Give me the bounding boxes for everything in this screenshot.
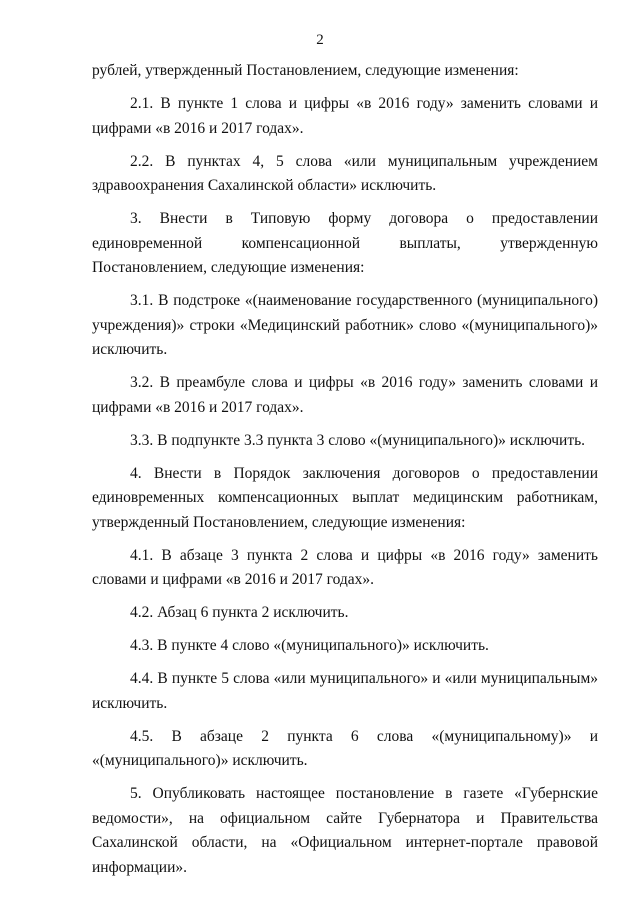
paragraph-5: 5. Опубликовать настоящее постановление в газете «Губернские ведомости», на официальном сайте Губернатора и Правительства Сахалинской области, на «Официальном интернет-портале правовой информации».: [92, 785, 598, 876]
paragraph-3-2: 3.2. В преамбуле слова и цифры «в 2016 году» заменить словами и цифрами «в 2016 и 2017 годах».: [92, 374, 598, 416]
paragraph-3-3: 3.3. В подпункте 3.3 пункта 3 слово «(муниципального)» исключить.: [130, 431, 586, 449]
paragraph-2-2: 2.2. В пунктах 4, 5 слова «или муниципальным учреждением здравоохранения Сахалинской области» исключить.: [92, 152, 598, 194]
paragraph-2-1: 2.1. В пункте 1 слова и цифры «в 2016 году» заменить словами и цифрами «в 2016 и 2017 годах».: [92, 95, 598, 137]
paragraph-4-5: 4.5. В абзаце 2 пункта 6 слова «(муниципальному)» и «(муниципального)» исключить.: [92, 727, 598, 769]
paragraph-4-2: 4.2. Абзац 6 пункта 2 исключить.: [130, 604, 349, 621]
paragraph-4-1: 4.1. В абзаце 3 пункта 2 слова и цифры «в 2016 году» заменить словами и цифрами «в 2016 и 2017 годах».: [92, 546, 598, 588]
paragraph-continuation: рублей, утвержденный Постановлением, следующие изменения:: [92, 62, 519, 79]
paragraph-3-1: 3.1. В подстроке «(наименование государственного (муниципального) учреждения)» строки «Медицинский работник» слово «(муниципального)» исключить.: [92, 292, 598, 358]
paragraph-3: 3. Внести в Типовую форму договора о предоставлении единовременной компенсационной выплаты, утвержденную Постановлением, следующие изменения:: [92, 210, 598, 276]
paragraph-4-3: 4.3. В пункте 4 слово «(муниципального)» исключить.: [130, 637, 489, 654]
paragraph-4: 4. Внести в Порядок заключения договоров о предоставлении единовременных компенсационных выплат медицинским работникам, утвержденный Постановлением, следующие изменения:: [92, 464, 598, 531]
paragraph-4-4: 4.4. В пункте 5 слова «или муниципального» и «или муниципальным» исключить.: [92, 670, 598, 712]
page-number: 2: [316, 32, 324, 48]
document-body: [92, 59, 598, 889]
